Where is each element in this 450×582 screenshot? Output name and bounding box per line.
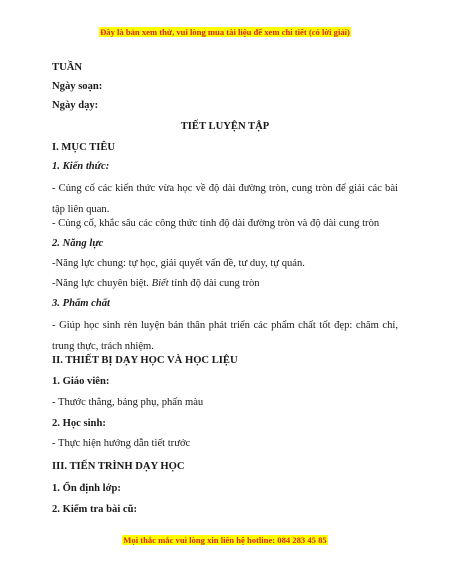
knowledge-item-2: - Củng cố, khắc sâu các công thức tính độ dài đường tròn và độ dài cung tròn — [52, 218, 380, 229]
student-item: - Thực hiện hướng dẫn tiết trước — [52, 438, 191, 449]
preview-notice-text: Đây là bản xem thử, vui lòng mua tài liệu để xem chi tiết (có lời giải) — [100, 27, 350, 37]
skills-item-2-suffix: tính độ dài cung tròn — [168, 278, 260, 289]
student-heading: 2. Học sinh: — [52, 418, 106, 429]
skills-item-2 — [52, 277, 260, 291]
teacher-heading: 1. Giáo viên: — [52, 376, 110, 387]
teacher-item: - Thước thẳng, bảng phụ, phấn màu — [52, 397, 204, 408]
section-process-heading: III. TIẾN TRÌNH DẠY HỌC — [52, 461, 185, 472]
section-objectives-heading: I. MỤC TIÊU — [52, 142, 116, 153]
week-label: TUẦN — [52, 62, 83, 73]
qualities-item-1: - Giúp học sinh rèn luyện bản thân phát triển các phẩm chất tốt đẹp: chăm chỉ, trung thực, trách nhiệm. — [52, 320, 398, 352]
section-equipment-heading: II. THIẾT BỊ DẠY HỌC VÀ HỌC LIỆU — [52, 355, 238, 366]
skills-item-1: -Năng lực chung: tự học, giải quyết vấn đề, tư duy, tự quản. — [52, 258, 305, 269]
step-1-heading: 1. Ổn định lớp: — [52, 483, 121, 494]
preview-notice-banner — [0, 27, 450, 37]
teach-date-label: Ngày dạy: — [52, 100, 99, 111]
skills-item-2-prefix: -Năng lực chuyên biệt. — [52, 278, 152, 289]
hotline-banner — [0, 535, 450, 545]
skills-item-2-italic: Biết — [151, 278, 169, 289]
knowledge-heading: 1. Kiến thức: — [52, 161, 110, 172]
step-2-heading: 2. Kiểm tra bài cũ: — [52, 504, 138, 515]
prep-date-label: Ngày soạn: — [52, 81, 103, 92]
hotline-text: Mọi thắc mắc vui lòng xin liên hệ hotline: 084 283 45 85 — [123, 535, 327, 545]
knowledge-item-1: - Củng cố các kiến thức vừa học về độ dài đường tròn, cung tròn để giải các bài tập liên quan. — [52, 183, 398, 215]
qualities-heading: 3. Phẩm chất — [52, 298, 110, 309]
lesson-title: TIẾT LUYỆN TẬP — [180, 121, 270, 132]
skills-heading: 2. Năng lực — [52, 238, 104, 249]
